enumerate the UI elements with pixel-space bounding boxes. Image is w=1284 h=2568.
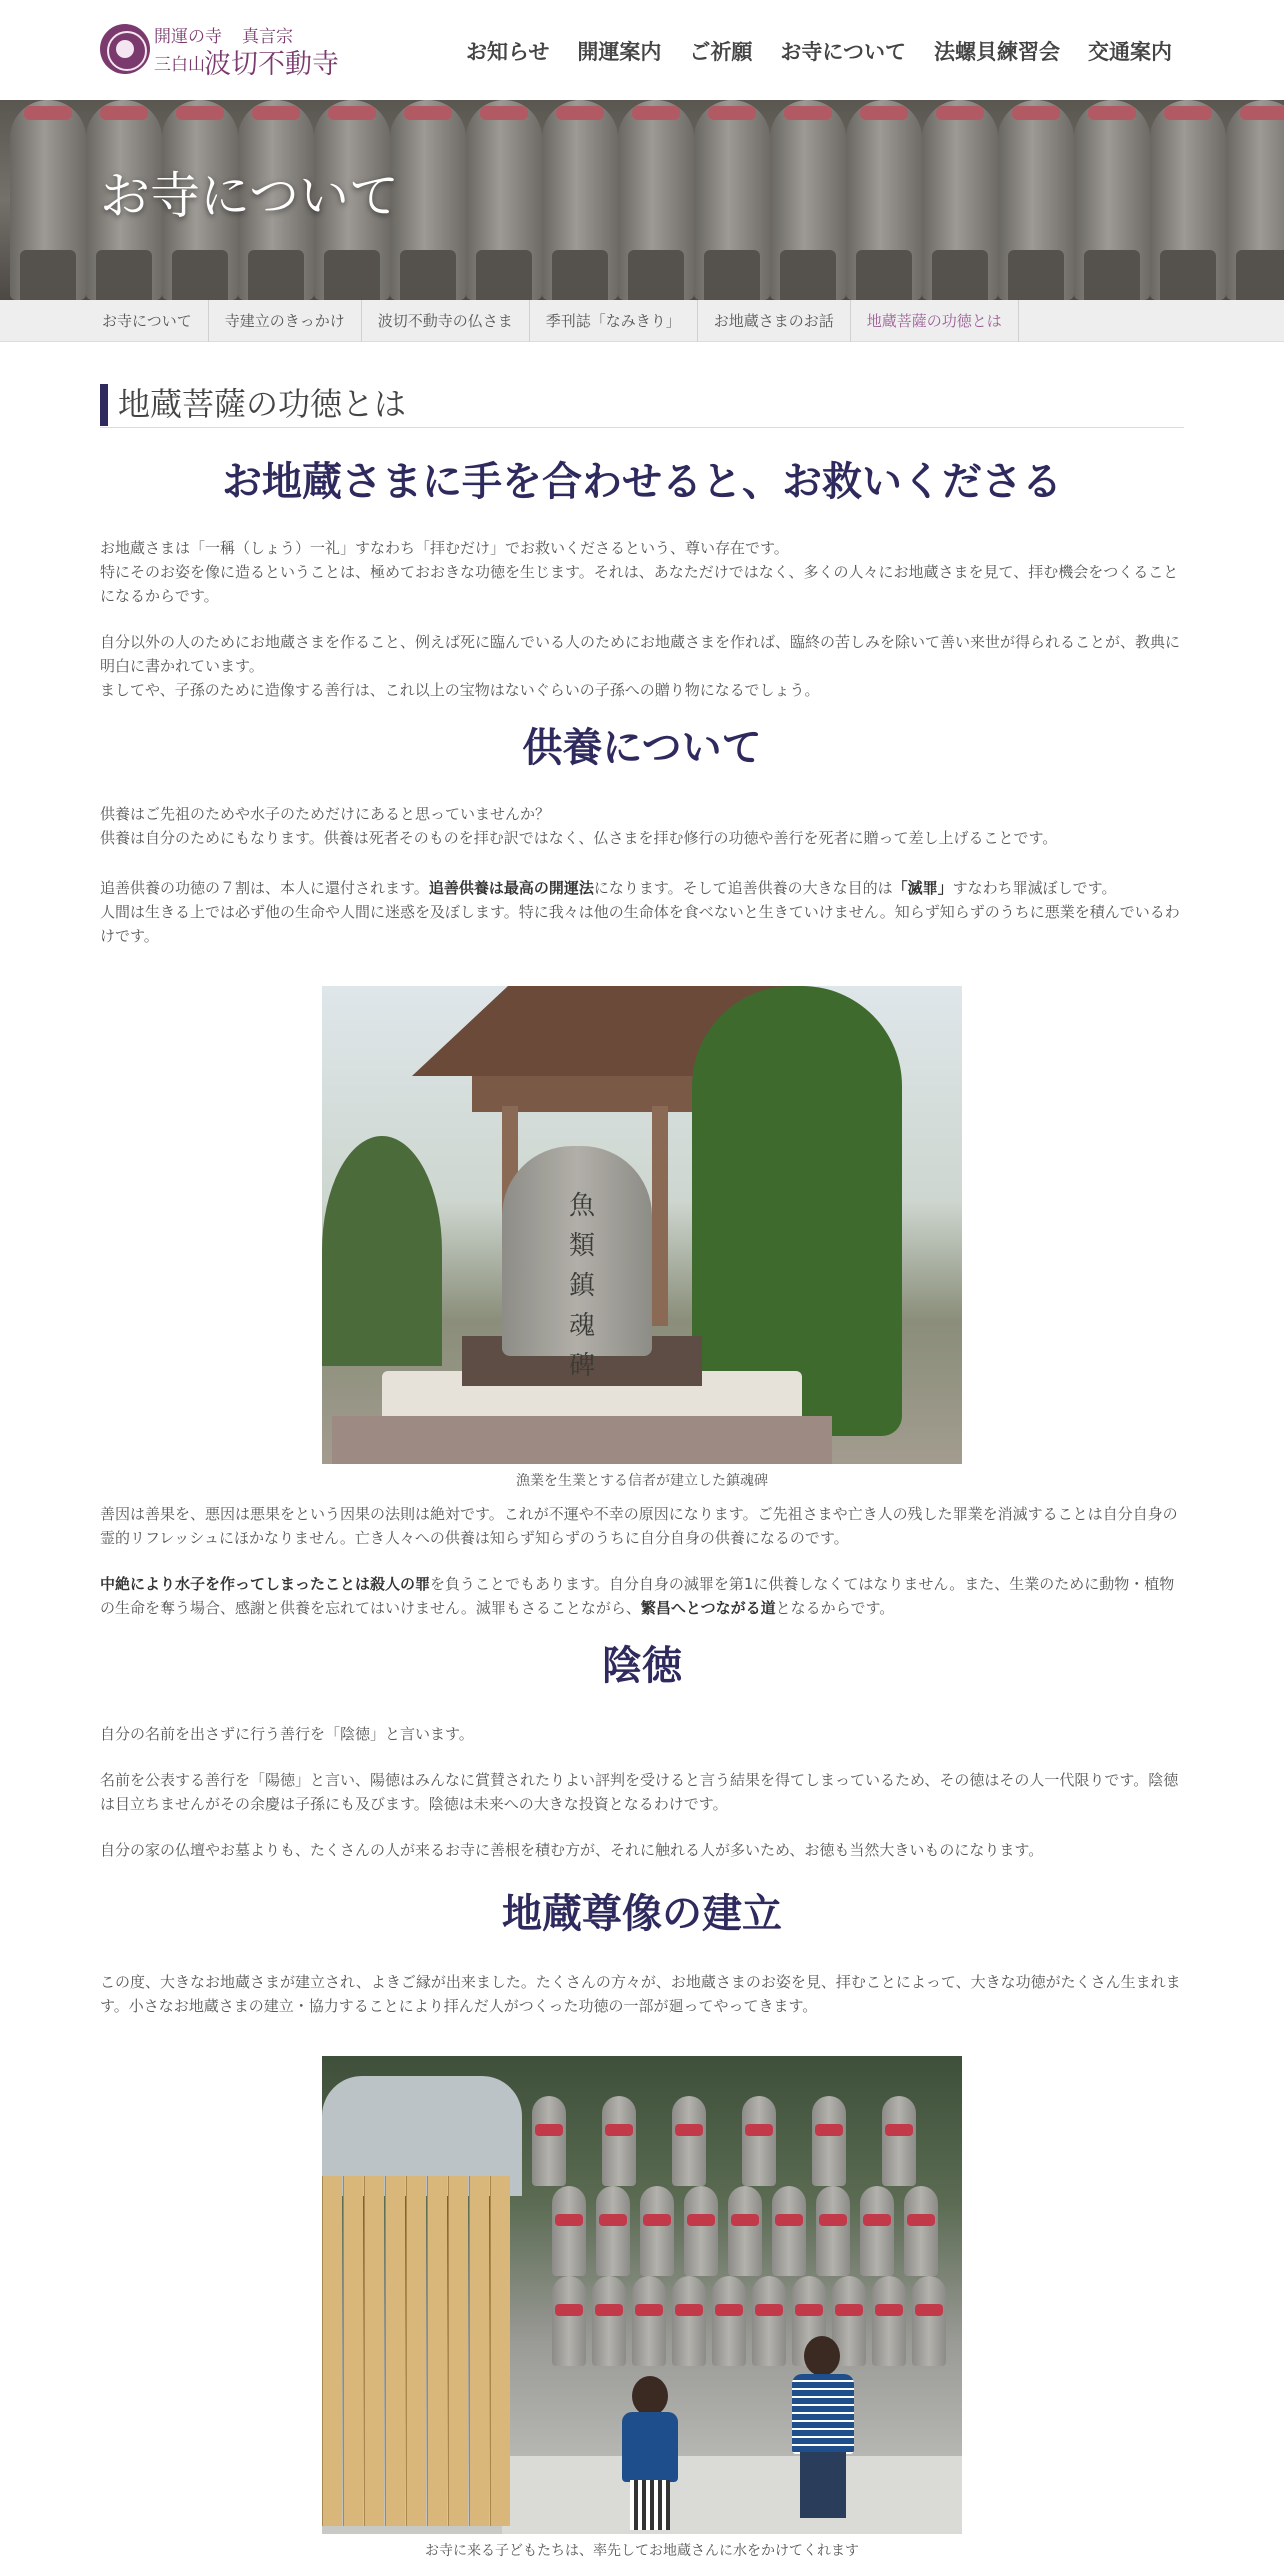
nav-item-about[interactable]: お寺について xyxy=(780,40,906,64)
sub-nav xyxy=(0,300,1284,342)
jizo-statue-shape xyxy=(912,2276,946,2366)
jizo-statue-shape xyxy=(672,2276,706,2366)
intoku-paragraph-2: 名前を公表する善行を「陽徳」と言い、陽徳はみんなに賞賛されたりよい評判を受けると言う結果を得てしまっているため、その徳はその人一代限りです。陰徳は目立ちませんがその余慶は子孫にも及びます。陰徳は未来への大きな投資となるわけです。 xyxy=(100,1771,1179,1813)
intoku-paragraph-3: 自分の家の仏壇やお墓よりも、たくさんの人が来るお寺に善根を積む方が、それに触れる人が多いため、お徳も当然大きいものになります。 xyxy=(100,1841,1044,1859)
figure-children-jizo xyxy=(322,2056,962,2560)
jizo-statue-shape xyxy=(742,2096,776,2186)
emphasis-text: 中絶により水子を作ってしまったことは殺人の罪 xyxy=(100,1575,431,1593)
jizo-statue-shape xyxy=(1150,100,1226,300)
text-line: 供養は自分のためにもなります。供養は死者そのものを拝む訳ではなく、仏さまを拝む修行の功徳や善行を死者に贈って差し上げることです。 xyxy=(100,829,1058,847)
image-caption: 漁業を生業とする信者が建立した鎮魂碑 xyxy=(516,1473,768,1489)
emphasis-text: 「滅罪」 xyxy=(892,879,953,897)
jizo-statue-shape xyxy=(592,2276,626,2366)
figure-memorial-stone xyxy=(322,986,962,1490)
heading-kuyou: 供養について xyxy=(522,725,762,771)
memorial-stone-photo xyxy=(322,986,962,1464)
stone-inscription: 魚類鎮魂碑 xyxy=(569,1191,596,1381)
nav-item-kaiun[interactable]: 開運案内 xyxy=(577,40,662,64)
jizo-statue-shape xyxy=(812,2096,846,2186)
jizo-statue-shape xyxy=(596,2186,630,2276)
jizo-statue-shape xyxy=(882,2096,916,2186)
jizo-statue-shape xyxy=(1074,100,1150,300)
site-header xyxy=(0,0,1284,100)
construction-paragraph: この度、大きなお地蔵さまが建立され、よきご縁が出来ました。たくさんの方々が、お地蔵さまのお姿を見、拝むことによって、大きな功徳がたくさん生まれます。小さなお地蔵さまの建立・協力することにより拝んだ人がつくった功徳の一部が廻ってやってきます。 xyxy=(100,1973,1181,2015)
heading-jizo-salvation: お地蔵さまに手を合わせると、お救いくださる xyxy=(222,459,1062,505)
sotoba-plank-shape xyxy=(343,2176,363,2526)
jizo-statue-shape xyxy=(684,2186,718,2276)
nav-item-access[interactable]: 交通案内 xyxy=(1088,40,1172,64)
subnav-item-jizo-story[interactable]: お地蔵さまのお話 xyxy=(698,300,851,342)
sotoba-plank-shape xyxy=(469,2176,489,2526)
subnav-item-founding[interactable]: 寺建立のきっかけ xyxy=(209,300,362,342)
intro-paragraph-1 xyxy=(100,536,1184,608)
emphasis-text: 追善供養は最高の開運法 xyxy=(428,879,594,897)
jizo-statue-shape xyxy=(998,100,1074,300)
main-content xyxy=(100,382,1184,2559)
jizo-statue-shape xyxy=(772,2186,806,2276)
section-title: 地蔵菩薩の功徳とは xyxy=(100,382,1184,428)
jizo-statue-shape xyxy=(872,2276,906,2366)
jizo-statue-shape xyxy=(602,2096,636,2186)
jizo-statue-shape xyxy=(904,2186,938,2276)
logo-sect: 真言宗 xyxy=(242,27,293,47)
text-line: 特にそのお姿を像に造るということは、極めておおきな功徳を生じます。それは、あなただけではなく、多くの人々にお地蔵さまを見て、拝む機会をつくることになるからです。 xyxy=(100,563,1179,605)
kuyou-paragraph-2 xyxy=(100,876,1184,948)
heading-jizo-construction: 地蔵尊像の建立 xyxy=(502,1891,782,1937)
jizo-statue-shape xyxy=(466,100,542,300)
sotoba-plank-shape xyxy=(322,2176,342,2526)
jizo-statue-shape xyxy=(552,2186,586,2276)
logo-temple-name: 波切不動寺 xyxy=(204,49,339,80)
sotoba-plank-shape xyxy=(406,2176,426,2526)
children-watering-jizo-photo xyxy=(322,2056,962,2534)
jizo-statue-shape xyxy=(552,2276,586,2366)
site-logo[interactable] xyxy=(100,22,350,78)
hero-banner xyxy=(0,100,1284,300)
logo-mountain-name: 三白山 xyxy=(154,55,205,75)
text-line: 人間は生きる上では必ず他の生命や人間に迷惑を及ぼします。特に我々は他の生命体を食べないと生きていけません。知らず知らずのうちに悪業を積んでいるわけです。 xyxy=(100,903,1180,945)
jizo-statue-shape xyxy=(632,2276,666,2366)
subnav-item-buddhas[interactable]: 波切不動寺の仏さま xyxy=(362,300,530,342)
text-line: ましてや、子孫のために造像する善行は、これ以上の宝物はないぐらいの子孫への贈り物になるでしょう。 xyxy=(100,681,820,699)
image-caption: お寺に来る子どもたちは、率先してお地蔵さんに水をかけてくれます xyxy=(425,2543,859,2559)
nav-item-horagai[interactable]: 法螺貝練習会 xyxy=(934,40,1060,64)
jizo-statue-shape xyxy=(752,2276,786,2366)
karma-paragraph: 善因は善果を、悪因は悪果をという因果の法則は絶対です。これが不運や不幸の原因になります。ご先祖さまや亡き人の残した罪業を消滅することは自分自身の霊的リフレッシュにほかなりません。亡き人々への供養は知らず知らずのうちに自分自身の供養になるのです。 xyxy=(100,1505,1178,1547)
heading-intoku: 陰徳 xyxy=(602,1643,682,1689)
subnav-item-magazine[interactable]: 季刊誌「なみきり」 xyxy=(530,300,698,342)
main-nav xyxy=(466,36,1172,66)
jizo-statue-shape xyxy=(672,2096,706,2186)
jizo-statue-shape xyxy=(1226,100,1284,300)
nav-item-news[interactable]: お知らせ xyxy=(466,40,550,64)
jizo-statue-shape xyxy=(542,100,618,300)
jizo-statue-shape xyxy=(618,100,694,300)
sotoba-plank-shape xyxy=(364,2176,384,2526)
jizo-statue-shape xyxy=(10,100,86,300)
jizo-statue-shape xyxy=(860,2186,894,2276)
jizo-statue-shape xyxy=(640,2186,674,2276)
jizo-statue-shape xyxy=(712,2276,746,2366)
nav-item-kigan[interactable]: ご祈願 xyxy=(689,40,753,64)
temple-crest-icon xyxy=(100,24,150,74)
page-title: お寺について xyxy=(100,167,399,225)
logo-tagline: 開運の寺 xyxy=(154,27,222,47)
jizo-statue-shape xyxy=(816,2186,850,2276)
intoku-paragraph-1: 自分の名前を出さずに行う善行を「陰徳」と言います。 xyxy=(100,1725,474,1743)
jizo-statue-shape xyxy=(846,100,922,300)
text-line: お地蔵さまは「一稱（しょう）一礼」すなわち「拝むだけ」でお救いくださるという、尊い存在です。 xyxy=(100,539,789,557)
sotoba-plank-shape xyxy=(448,2176,468,2526)
sotoba-plank-shape xyxy=(385,2176,405,2526)
subnav-item-jizo-merit[interactable]: 地蔵菩薩の功徳とは xyxy=(851,300,1019,342)
text-line: 自分以外の人のためにお地蔵さまを作ること、例えば死に臨んでいる人のためにお地蔵さまを作れば、臨終の苦しみを除いて善い来世が得られることが、教典に明白に書かれています。 xyxy=(100,633,1181,675)
jizo-statue-shape xyxy=(390,100,466,300)
jizo-statue-shape xyxy=(770,100,846,300)
jizo-statue-shape xyxy=(728,2186,762,2276)
subnav-item-about[interactable]: お寺について xyxy=(86,300,209,342)
text-line: 供養はご先祖のためや水子のためだけにあると思っていませんか？ xyxy=(100,805,551,823)
emphasis-text: 繁昌へとつながる道 xyxy=(640,1599,776,1617)
jizo-statue-shape xyxy=(532,2096,566,2186)
kuyou-paragraph-1 xyxy=(100,802,1184,850)
jizo-statue-shape xyxy=(694,100,770,300)
mizuko-paragraph: 中絶により水子を作ってしまったことは殺人の罪を負うことでもあります。自分自身の滅罪を第1に供養しなくてはなりません。また、生業のために動物・植物の生命を奪う場合、感謝と供養を忘れてはいけません。滅罪もさることながら、繁昌へとつながる道となるからです。 xyxy=(100,1575,1175,1617)
sotoba-plank-shape xyxy=(490,2176,510,2526)
jizo-statue-shape xyxy=(922,100,998,300)
sotoba-plank-shape xyxy=(427,2176,447,2526)
intro-paragraph-2 xyxy=(100,630,1184,702)
text-line: 追善供養の功徳の７割は、本人に還付されます。追善供養は最高の開運法になります。そして追善供養の大きな目的は「滅罪」すなわち罪滅ぼしです。 xyxy=(100,879,1117,897)
